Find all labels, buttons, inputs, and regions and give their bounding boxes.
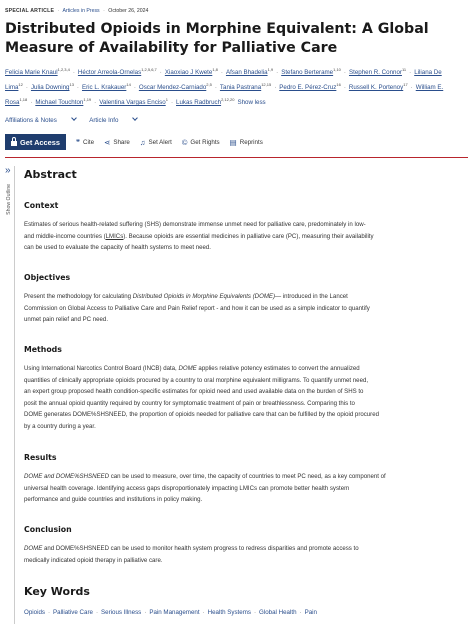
reprints-label: Reprints (239, 138, 263, 146)
text-span: DOME (178, 365, 197, 372)
separator: · (30, 99, 33, 106)
keyword-link[interactable]: Global Health (259, 609, 297, 616)
author-link[interactable]: Stefano Berterame (281, 69, 334, 76)
separator: · (25, 84, 28, 91)
publication-date: October 26, 2024 (108, 8, 149, 14)
affiliation-superscript: 2,12,20 (221, 97, 235, 102)
author-link[interactable]: William E. Rosa (5, 84, 444, 106)
show-outline-label[interactable]: Show Outline (6, 184, 12, 215)
author-entry (349, 69, 406, 76)
author-entry (165, 69, 218, 76)
separator: · (103, 8, 105, 14)
double-chevron-right-icon[interactable]: » (5, 165, 11, 176)
set-alert-button[interactable] (140, 138, 172, 147)
text-line: performance and guide countries and institutions in policy making. (24, 496, 203, 504)
get-rights-label: Get Rights (190, 138, 220, 146)
separator: · (343, 84, 346, 91)
author-entry (82, 84, 131, 91)
author-link[interactable]: Eric L. Krakauer (81, 84, 127, 91)
text-span: and middle-income countries ( (24, 232, 106, 240)
affiliations-label: Affiliations & Notes (5, 117, 57, 124)
share-label: Share (113, 138, 130, 146)
separator: · (202, 609, 205, 616)
article-info-toggle[interactable] (89, 117, 137, 124)
author-entry (99, 99, 168, 106)
author-link[interactable]: Afsan Bhadelia (225, 69, 268, 76)
text-line: medically indicated opioid therapy in palliative care. (24, 556, 163, 564)
author-link[interactable]: Oscar Mendez-Carniado (138, 84, 207, 91)
separator: · (94, 99, 97, 106)
methods-heading: Methods (24, 345, 62, 354)
author-link[interactable]: Lukas Radbruch (176, 99, 222, 106)
set-alert-label: Set Alert (148, 138, 172, 146)
author-entry (5, 69, 70, 76)
abstract-heading: Abstract (24, 168, 77, 181)
keyword-link[interactable]: Serious Illness (101, 609, 142, 616)
author-link[interactable]: Felicia Marie Knaul (5, 69, 58, 76)
separator: · (159, 69, 162, 76)
affiliation-superscript: 12 (18, 82, 23, 87)
text-line: an expert group proposed health condition-specific estimates for opioid need and used available data on the burden of SHS to (24, 388, 364, 396)
affiliation-superscript: 1,2,5,6,7 (141, 67, 157, 72)
text-line: universal health coverage. Identifying access gaps disproportionately impacting LMICs can promote better health system (24, 484, 350, 492)
author-link[interactable]: Stephen R. Connor (348, 69, 402, 76)
article-info-label: Article Info (89, 117, 119, 124)
keywords-list (24, 609, 317, 616)
author-link[interactable]: Tania Pastrana (219, 84, 262, 91)
article-type: SPECIAL ARTICLE (5, 8, 55, 14)
author-entry (220, 84, 271, 91)
author-link[interactable]: Liliana De Lima (5, 69, 442, 91)
keyword-link[interactable]: Pain (304, 609, 317, 616)
text-span: ). Because opioids are essential medicines in palliative care (PC), measuring their availability (123, 232, 374, 240)
text-span: can be used to measure, over time, the capacity of countries to meet PC need, as a key component of (109, 473, 386, 480)
text-span: applies relative potency estimates to convert the annualized (196, 365, 360, 372)
show-less-button[interactable]: Show less (237, 99, 266, 106)
separator: · (133, 84, 136, 91)
affiliation-superscript: 1,2,3,4 (57, 67, 70, 72)
affiliation-superscript: 17 (403, 82, 408, 87)
share-button[interactable] (104, 138, 130, 147)
text-line (24, 231, 374, 243)
author-entry (279, 84, 341, 91)
separator: · (220, 69, 223, 76)
text-span: DOME%SHSNEED (55, 473, 110, 480)
separator: · (170, 99, 174, 106)
text-line: unmet pain relief and PC need. (24, 316, 109, 324)
share-icon: ⋖ (104, 137, 111, 147)
author-entry (139, 84, 212, 91)
cite-label: Cite (83, 138, 95, 146)
affiliation-superscript: 1,18 (19, 97, 28, 102)
chevron-down-icon (133, 115, 139, 121)
affiliation-superscript: 1,10 (333, 67, 341, 72)
separator: · (274, 84, 277, 91)
text-span: — introduced in the Lancet (275, 293, 348, 300)
text-span: DOME (24, 545, 43, 552)
copyright-icon: © (181, 137, 188, 147)
keyword-link[interactable]: Health Systems (207, 609, 251, 616)
author-link[interactable]: Julia Downing (30, 84, 70, 91)
author-link[interactable]: Xiaoxiao J Kwete (164, 69, 213, 76)
text-line: DOME generates DOME%SHSNEED, the proportion of opioids needed for palliative care that can be fulfilled by the opioid procured (24, 411, 379, 419)
methods-paragraph (24, 363, 379, 433)
context-paragraph (24, 219, 374, 254)
text-line (24, 471, 386, 483)
separator: · (276, 69, 279, 76)
get-access-label: Get Access (20, 137, 60, 147)
author-entry (349, 84, 408, 91)
author-entry (35, 99, 91, 106)
separator: · (57, 8, 60, 14)
author-entry (78, 69, 157, 76)
text-line: posit the annual opioid quantity required by country for symptomatic treatment of pain or breathlessness. Comparing this to (24, 399, 355, 407)
articles-in-press-link[interactable]: Articles in Press (62, 8, 100, 14)
affiliation-superscript: 11 (401, 67, 407, 72)
cite-button[interactable] (76, 138, 94, 147)
text-span: and DOME%SHSNEED can be used to monitor health system progress to redress disparities and promote access to (42, 545, 359, 552)
author-list (5, 64, 467, 109)
affiliation-superscript: 2,5 (206, 82, 212, 87)
text-line: quantities of clinically appropriate opioids procured by a country to oral morphine equivalent milligrams. To quantify unmet need, (24, 376, 369, 384)
article-header (5, 8, 148, 14)
objectives-paragraph (24, 291, 370, 326)
author-entry (176, 99, 234, 106)
affiliation-superscript: 12,15 (261, 82, 272, 87)
text-line: by a country during a year. (24, 422, 96, 430)
reprints-button[interactable] (230, 138, 263, 147)
separator: · (76, 84, 79, 91)
text-line (24, 363, 379, 375)
objectives-heading: Objectives (24, 273, 71, 282)
separator: · (410, 84, 413, 91)
conclusion-heading: Conclusion (24, 525, 72, 534)
affiliation-superscript: 1,9 (267, 67, 274, 72)
affiliations-toggle[interactable] (5, 117, 76, 124)
author-link[interactable]: Russell K. Portenoy (348, 84, 404, 91)
separator: · (409, 69, 412, 76)
document-icon: ▤ (229, 137, 237, 147)
text-span: DOME (24, 473, 43, 480)
separator: · (47, 609, 51, 616)
text-span: and (42, 473, 56, 480)
quote-icon: ❞ (76, 137, 81, 147)
context-heading: Context (24, 201, 59, 210)
separator: · (343, 69, 346, 76)
divider (5, 157, 468, 158)
results-paragraph (24, 471, 386, 506)
text-line (24, 291, 370, 303)
text-span: Present the methodology for calculating (24, 293, 133, 300)
affiliation-superscript: 1 (165, 97, 168, 102)
affiliation-superscript: 13 (69, 82, 74, 87)
keyword-link[interactable]: Pain Management (149, 609, 200, 616)
keywords-heading: Key Words (24, 585, 90, 598)
article-toolbar (5, 134, 273, 150)
text-line: can be used to evaluate the capacity of health systems to meet need. (24, 244, 211, 252)
get-access-button[interactable] (5, 134, 66, 150)
lmics-glossary-link[interactable]: LMICs (105, 232, 124, 240)
author-entry (226, 69, 273, 76)
text-line: Commission on Global Access to Palliative Care and Pain Relief report - and how it can be used as a simple indicator to quantify (24, 304, 370, 312)
keyword-link[interactable]: Palliative Care (53, 609, 93, 616)
lock-icon (11, 141, 17, 146)
affiliation-superscript: 16 (336, 82, 341, 87)
outline-sidebar[interactable] (5, 166, 15, 624)
meta-links (5, 116, 149, 124)
separator: · (95, 609, 99, 616)
author-entry (31, 84, 74, 91)
bell-icon: ♫ (139, 137, 146, 147)
text-span: Using International Narcotics Control Board (INCB) data, (24, 365, 179, 372)
separator: · (214, 84, 217, 91)
affiliation-superscript: 1,8 (212, 67, 218, 72)
keyword-link[interactable]: Opioids (24, 609, 45, 616)
article-title: Distributed Opioids in Morphine Equivalent: A Global Measure of Availability for Palliative Care (5, 21, 429, 56)
separator: · (72, 69, 75, 76)
get-rights-button[interactable] (182, 138, 220, 147)
affiliation-superscript: 1,19 (83, 97, 92, 102)
author-link[interactable]: Valentina Vargas Enciso (99, 99, 166, 106)
text-line: Estimates of serious health-related suffering (SHS) demonstrate immense unmet need for palliative care, predominately in low- (24, 221, 366, 228)
text-span: Distributed Opioids in Morphine Equivalents (DOME) (132, 293, 275, 300)
separator: · (299, 609, 302, 616)
author-link[interactable]: Michael Touchton (35, 99, 84, 106)
conclusion-paragraph (24, 543, 359, 566)
chevron-down-icon (71, 115, 77, 121)
separator: · (253, 609, 257, 616)
results-heading: Results (24, 453, 57, 462)
author-link[interactable]: Pedro E. Pérez-Cruz (279, 84, 337, 91)
affiliation-superscript: 14 (126, 82, 131, 87)
author-entry (281, 69, 341, 76)
separator: · (144, 609, 147, 616)
text-line (24, 543, 359, 555)
author-link[interactable]: Héctor Arreola-Ornelas (77, 69, 142, 76)
